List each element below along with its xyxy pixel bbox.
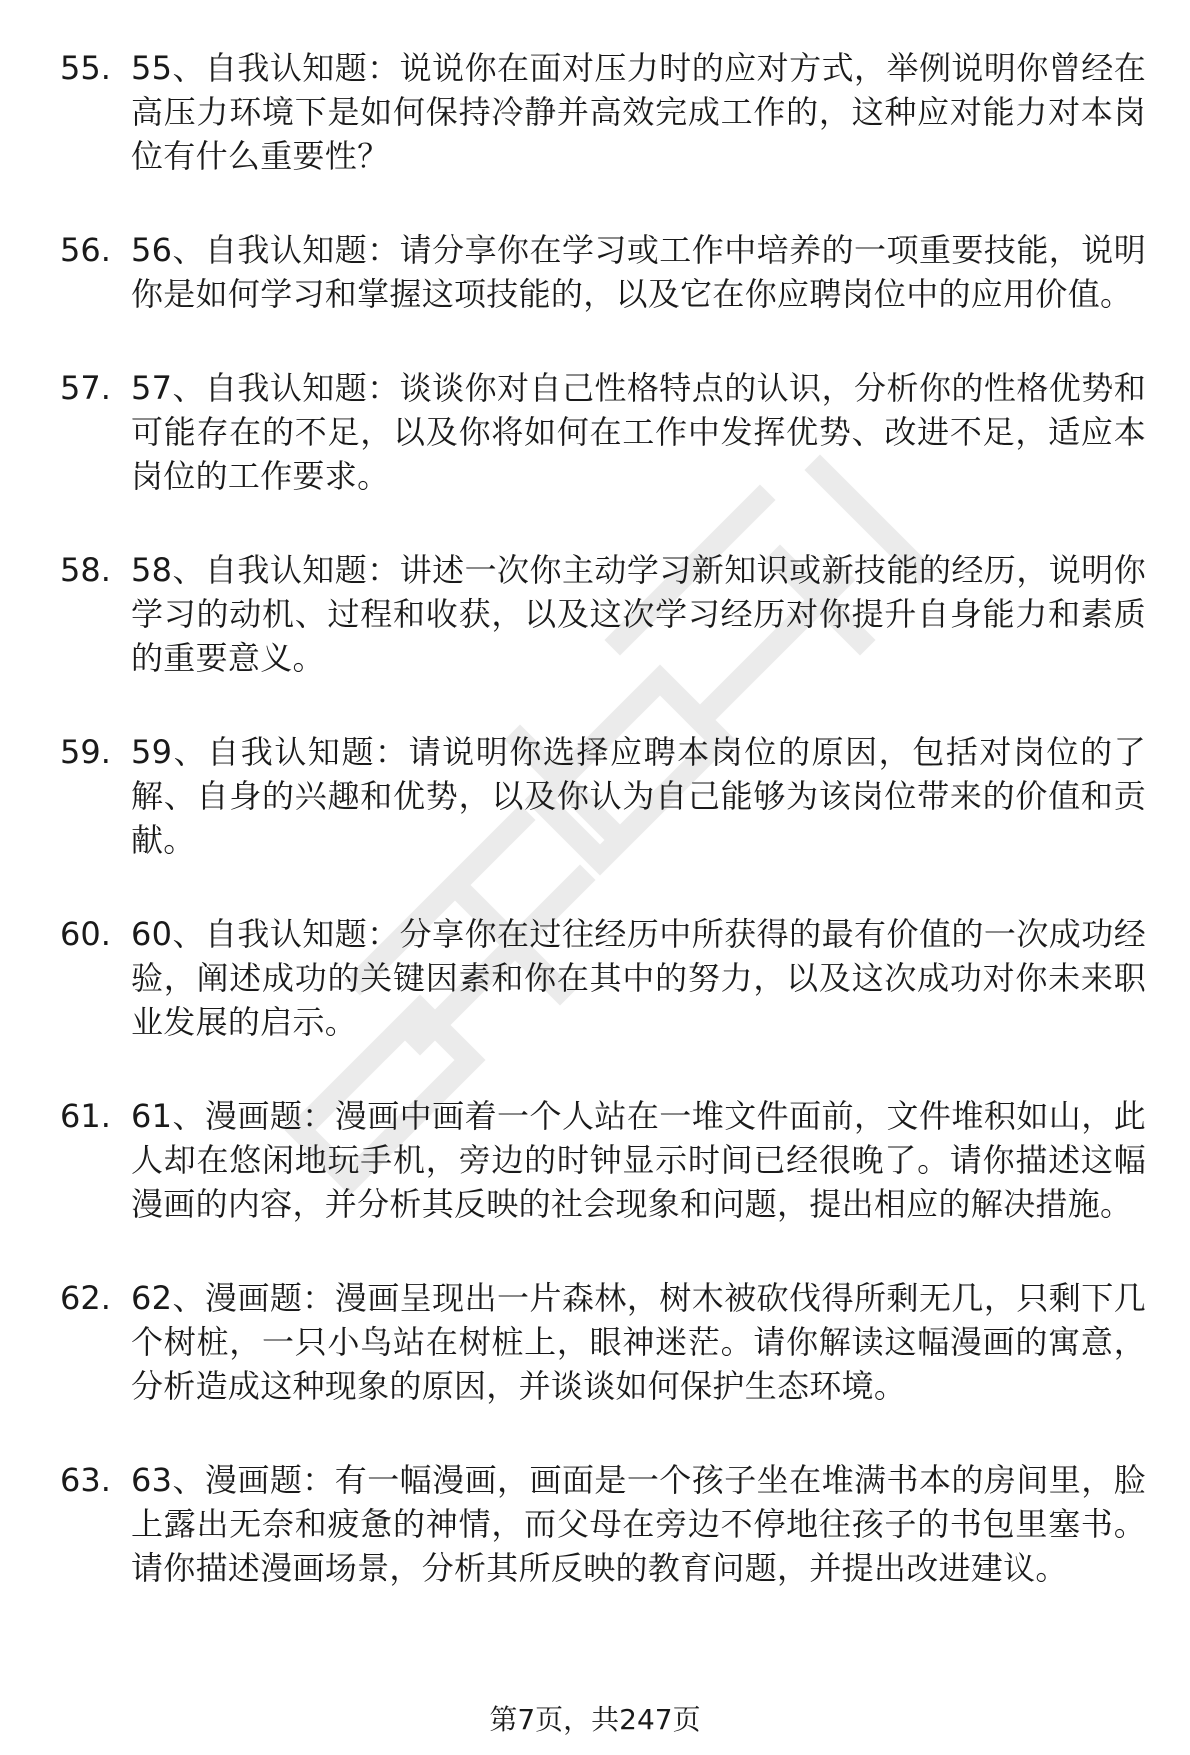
question-item — [0, 912, 1190, 1044]
question-item — [0, 548, 1190, 680]
question-number: 57. — [60, 369, 111, 407]
question-text: 62、漫画题：漫画呈现出一片森林，树木被砍伐得所剩无几，只剩下几个树桩，一只小鸟站在树桩上，眼神迷茫。请你解读这幅漫画的寓意，分析造成这种现象的原因，并谈谈如何保护生态环境。 — [131, 1279, 1146, 1405]
question-item — [0, 46, 1190, 178]
question-text: 56、自我认知题：请分享你在学习或工作中培养的一项重要技能，说明你是如何学习和掌握这项技能的，以及它在你应聘岗位中的应用价值。 — [131, 231, 1146, 313]
question-list — [0, 46, 1190, 1640]
question-number: 61. — [60, 1097, 111, 1135]
question-item — [0, 730, 1190, 862]
question-item — [0, 1458, 1190, 1590]
question-number: 63. — [60, 1461, 111, 1499]
question-number: 60. — [60, 915, 111, 953]
question-item — [0, 1276, 1190, 1408]
question-text: 58、自我认知题：讲述一次你主动学习新知识或新技能的经历，说明你学习的动机、过程和收获，以及这次学习经历对你提升自身能力和素质的重要意义。 — [131, 551, 1146, 677]
question-text: 55、自我认知题：说说你在面对压力时的应对方式，举例说明你曾经在高压力环境下是如何保持冷静并高效完成工作的，这种应对能力对本岗位有什么重要性？ — [131, 49, 1146, 175]
question-text: 60、自我认知题：分享你在过往经历中所获得的最有价值的一次成功经验，阐述成功的关键因素和你在其中的努力，以及这次成功对你未来职业发展的启示。 — [131, 915, 1146, 1041]
question-number: 56. — [60, 231, 111, 269]
question-number: 62. — [60, 1279, 111, 1317]
question-number: 58. — [60, 551, 111, 589]
question-number: 55. — [60, 49, 111, 87]
question-item — [0, 228, 1190, 316]
question-item — [0, 366, 1190, 498]
question-text: 57、自我认知题：谈谈你对自己性格特点的认识，分析你的性格优势和可能存在的不足，以及你将如何在工作中发挥优势、改进不足，适应本岗位的工作要求。 — [131, 369, 1146, 495]
question-item — [0, 1094, 1190, 1226]
question-number: 59. — [60, 733, 111, 771]
question-text: 59、自我认知题：请说明你选择应聘本岗位的原因，包括对岗位的了解、自身的兴趣和优势，以及你认为自己能够为该岗位带来的价值和贡献。 — [131, 733, 1146, 859]
page-footer: 第7页，共247页 — [489, 1703, 701, 1736]
question-text: 61、漫画题：漫画中画着一个人站在一堆文件面前，文件堆积如山，此人却在悠闲地玩手机，旁边的时钟显示时间已经很晚了。请你描述这幅漫画的内容，并分析其反映的社会现象和问题，提出相应的解决措施。 — [131, 1097, 1146, 1223]
question-text: 63、漫画题：有一幅漫画，画面是一个孩子坐在堆满书本的房间里，脸上露出无奈和疲惫的神情，而父母在旁边不停地往孩子的书包里塞书。请你描述漫画场景，分析其所反映的教育问题，并提出改进建议。 — [131, 1461, 1146, 1587]
